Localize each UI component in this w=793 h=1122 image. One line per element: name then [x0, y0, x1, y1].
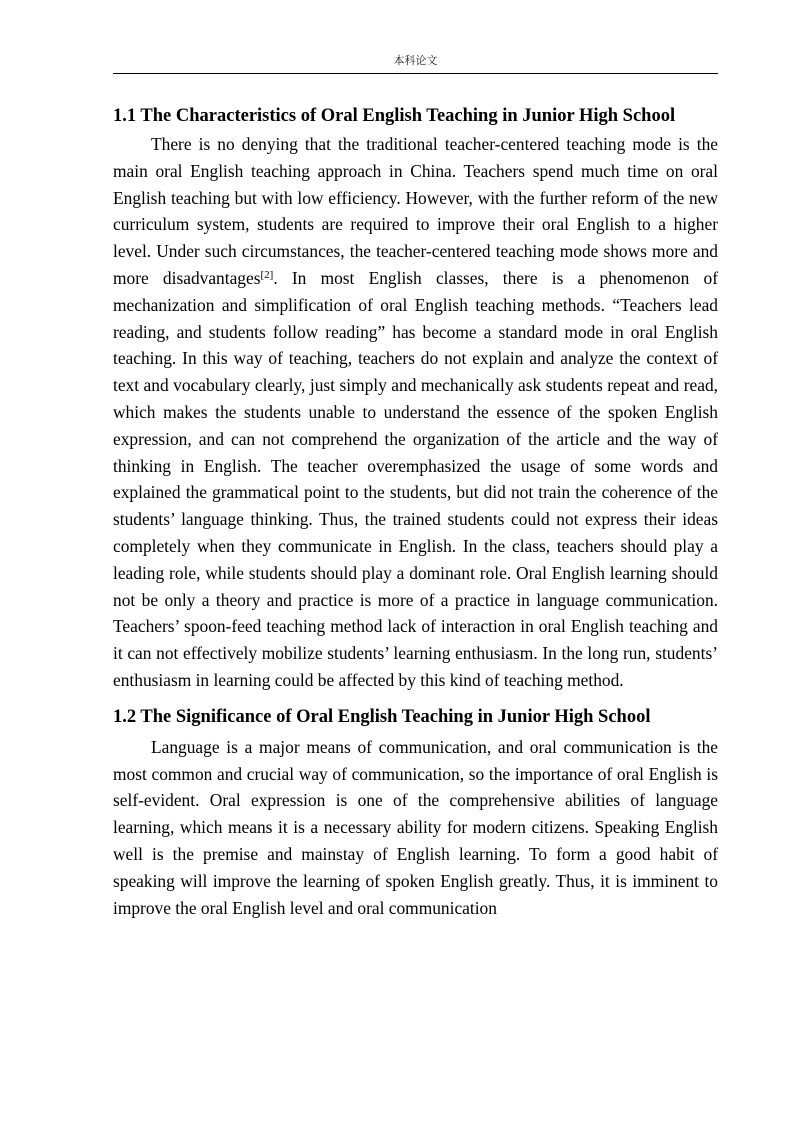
paragraph-text-part-2: . In most English classes, there is a phenomenon of mechanization and simplification of oral English teaching methods. “Teachers lead reading, and students follow reading” has become a standard mode in oral English teaching. In this way of teaching, teachers do not explain and analyze the context of text and vocabulary clearly, just simply and mechanically ask students repeat and read, which makes the students unable to understand the essence of the spoken English expression, and can not comprehend the organization of the article and the way of thinking in English. The teacher overemphasized the usage of some words and explained the grammatical point to the students, but did not train the coherence of the students’ language thinking. Thus, the trained students could not express their ideas completely when they communicate in English. In the class, teachers should play a leading role, while students should play a dominant role. Oral English learning should not be only a theory and practice is more of a practice in language communication. Teachers’ spoon-feed teaching method lack of interaction in oral English teaching and it can not effectively mobilize students’ learning enthusiasm. In the long run, students’ enthusiasm in learning could be affected by this kind of teaching method. [113, 267, 718, 690]
running-header: 本科论文 [393, 54, 438, 67]
header-rule [113, 73, 718, 74]
page-content [113, 100, 718, 921]
section-1-2-paragraph: Language is a major means of communication, and oral communication is the most common and crucial way of communication, so the importance of oral English is self-evident. Oral expression is one of the comprehensive abilities of language learning, which means it is a necessary ability for modern citizens. Speaking English well is the premise and mainstay of English learning. To form a good habit of speaking will improve the learning of spoken English greatly. Thus, it is imminent to improve the oral English level and oral communication [113, 736, 718, 918]
section-heading-1-2: 1.2 The Significance of Oral English Teaching in Junior High School [113, 706, 651, 727]
section-heading-1-1: 1.1 The Characteristics of Oral English Teaching in Junior High School [113, 106, 676, 126]
citation-reference[interactable]: [2] [260, 268, 274, 281]
paragraph-text-part-1: There is no denying that the traditional teacher-centered teaching mode is the main oral English teaching approach in China. Teachers spend much time on oral English teaching but with low efficiency. However, with the further reform of the new curriculum system, students are required to improve their oral English to a higher level. Under such circumstances, the teacher-centered teaching mode shows more and more disadvantages [113, 134, 718, 288]
section-1-1-paragraph [113, 131, 718, 694]
